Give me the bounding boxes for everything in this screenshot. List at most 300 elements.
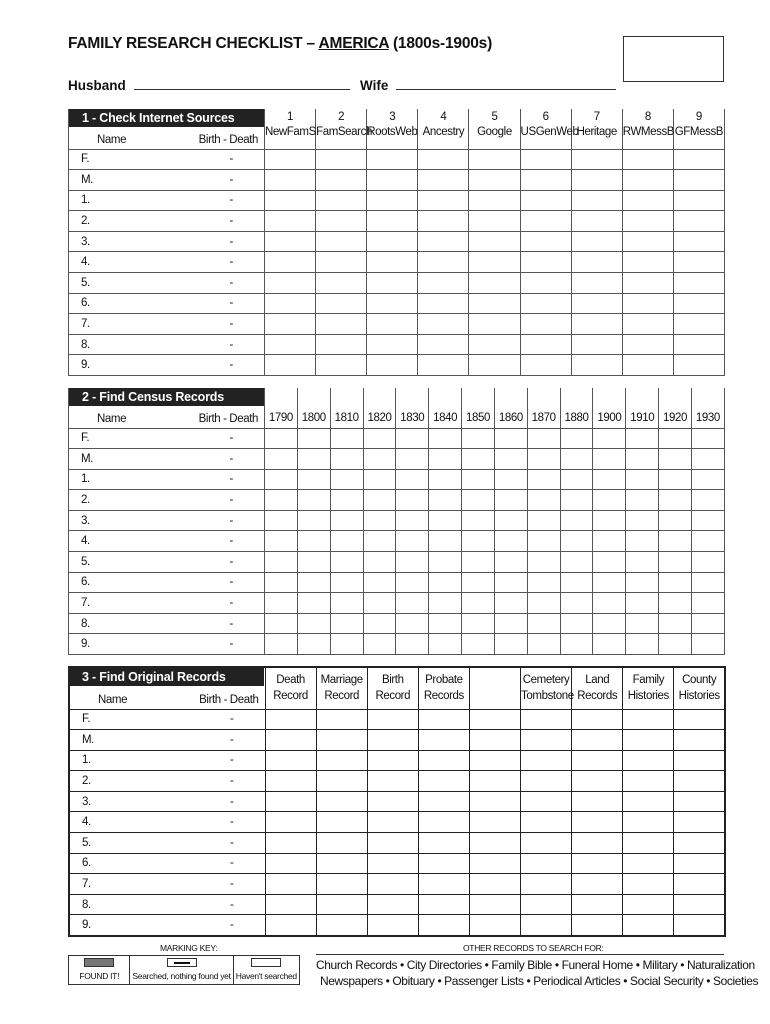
birth-death-cell[interactable]: - (199, 572, 265, 593)
check-cell[interactable] (622, 314, 673, 335)
check-cell[interactable] (571, 273, 622, 294)
check-cell[interactable] (462, 593, 495, 614)
check-cell[interactable] (330, 428, 363, 449)
check-cell[interactable] (560, 593, 593, 614)
birth-death-cell[interactable]: - (199, 355, 265, 376)
check-cell[interactable] (265, 874, 316, 895)
check-cell[interactable] (674, 812, 725, 833)
check-cell[interactable] (469, 833, 520, 854)
check-cell[interactable] (330, 531, 363, 552)
check-cell[interactable] (494, 552, 527, 573)
wife-line[interactable] (396, 78, 616, 90)
check-cell[interactable] (330, 469, 363, 490)
check-cell[interactable] (673, 231, 724, 252)
check-cell[interactable] (673, 190, 724, 211)
check-cell[interactable] (674, 730, 725, 751)
check-cell[interactable] (571, 252, 622, 273)
check-cell[interactable] (521, 853, 572, 874)
check-cell[interactable] (363, 428, 396, 449)
wife-field[interactable] (360, 78, 616, 93)
check-cell[interactable] (673, 293, 724, 314)
check-cell[interactable] (418, 853, 469, 874)
birth-death-cell[interactable]: - (199, 833, 265, 854)
check-cell[interactable] (622, 355, 673, 376)
birth-death-cell[interactable]: - (199, 730, 265, 751)
check-cell[interactable] (265, 730, 316, 751)
check-cell[interactable] (418, 231, 469, 252)
check-cell[interactable] (396, 552, 429, 573)
check-cell[interactable] (367, 252, 418, 273)
check-cell[interactable] (527, 428, 560, 449)
check-cell[interactable] (316, 293, 367, 314)
check-cell[interactable] (330, 552, 363, 573)
check-cell[interactable] (429, 490, 462, 511)
check-cell[interactable] (265, 791, 316, 812)
check-cell[interactable] (593, 613, 626, 634)
check-cell[interactable] (571, 231, 622, 252)
birth-death-cell[interactable]: - (199, 510, 265, 531)
check-cell[interactable] (623, 812, 674, 833)
check-cell[interactable] (316, 853, 367, 874)
check-cell[interactable] (626, 572, 659, 593)
check-cell[interactable] (623, 853, 674, 874)
check-cell[interactable] (363, 449, 396, 470)
check-cell[interactable] (674, 709, 725, 730)
check-cell[interactable] (429, 634, 462, 655)
check-cell[interactable] (265, 469, 298, 490)
check-cell[interactable] (623, 791, 674, 812)
check-cell[interactable] (330, 593, 363, 614)
check-cell[interactable] (691, 449, 724, 470)
check-cell[interactable] (363, 552, 396, 573)
check-cell[interactable] (316, 314, 367, 335)
check-cell[interactable] (265, 211, 316, 232)
check-cell[interactable] (367, 812, 418, 833)
check-cell[interactable] (520, 170, 571, 191)
check-cell[interactable] (593, 593, 626, 614)
check-cell[interactable] (316, 211, 367, 232)
check-cell[interactable] (316, 149, 367, 170)
check-cell[interactable] (367, 334, 418, 355)
check-cell[interactable] (316, 730, 367, 751)
check-cell[interactable] (571, 355, 622, 376)
check-cell[interactable] (367, 211, 418, 232)
check-cell[interactable] (265, 771, 316, 792)
check-cell[interactable] (674, 771, 725, 792)
check-cell[interactable] (673, 252, 724, 273)
birth-death-cell[interactable]: - (199, 771, 265, 792)
check-cell[interactable] (265, 273, 316, 294)
check-cell[interactable] (469, 730, 520, 751)
check-cell[interactable] (265, 293, 316, 314)
check-cell[interactable] (469, 314, 520, 335)
check-cell[interactable] (265, 750, 316, 771)
check-cell[interactable] (520, 190, 571, 211)
birth-death-cell[interactable]: - (199, 812, 265, 833)
check-cell[interactable] (572, 853, 623, 874)
check-cell[interactable] (673, 273, 724, 294)
check-cell[interactable] (330, 510, 363, 531)
check-cell[interactable] (418, 334, 469, 355)
check-cell[interactable] (418, 314, 469, 335)
check-cell[interactable] (367, 915, 418, 936)
check-cell[interactable] (571, 314, 622, 335)
check-cell[interactable] (560, 531, 593, 552)
husband-line[interactable] (134, 78, 350, 90)
check-cell[interactable] (691, 572, 724, 593)
check-cell[interactable] (367, 771, 418, 792)
check-cell[interactable] (265, 915, 316, 936)
birth-death-cell[interactable]: - (199, 593, 265, 614)
check-cell[interactable] (265, 170, 316, 191)
check-cell[interactable] (396, 449, 429, 470)
check-cell[interactable] (622, 293, 673, 314)
check-cell[interactable] (626, 552, 659, 573)
check-cell[interactable] (691, 469, 724, 490)
check-cell[interactable] (659, 593, 692, 614)
check-cell[interactable] (367, 293, 418, 314)
check-cell[interactable] (396, 593, 429, 614)
check-cell[interactable] (418, 190, 469, 211)
check-cell[interactable] (521, 915, 572, 936)
check-cell[interactable] (691, 593, 724, 614)
check-cell[interactable] (659, 634, 692, 655)
birth-death-cell[interactable]: - (199, 293, 265, 314)
check-cell[interactable] (462, 428, 495, 449)
check-cell[interactable] (469, 231, 520, 252)
check-cell[interactable] (520, 211, 571, 232)
check-cell[interactable] (418, 293, 469, 314)
check-cell[interactable] (626, 613, 659, 634)
check-cell[interactable] (265, 510, 298, 531)
check-cell[interactable] (593, 428, 626, 449)
check-cell[interactable] (572, 730, 623, 751)
check-cell[interactable] (572, 874, 623, 895)
check-cell[interactable] (673, 170, 724, 191)
check-cell[interactable] (572, 771, 623, 792)
check-cell[interactable] (560, 634, 593, 655)
check-cell[interactable] (593, 449, 626, 470)
check-cell[interactable] (367, 314, 418, 335)
check-cell[interactable] (367, 874, 418, 895)
check-cell[interactable] (429, 593, 462, 614)
birth-death-cell[interactable]: - (199, 449, 265, 470)
check-cell[interactable] (623, 915, 674, 936)
check-cell[interactable] (674, 894, 725, 915)
check-cell[interactable] (571, 170, 622, 191)
check-cell[interactable] (396, 572, 429, 593)
check-cell[interactable] (316, 874, 367, 895)
check-cell[interactable] (367, 730, 418, 751)
check-cell[interactable] (396, 613, 429, 634)
birth-death-cell[interactable]: - (199, 490, 265, 511)
check-cell[interactable] (429, 428, 462, 449)
birth-death-cell[interactable]: - (199, 428, 265, 449)
check-cell[interactable] (418, 894, 469, 915)
check-cell[interactable] (265, 334, 316, 355)
birth-death-cell[interactable]: - (199, 252, 265, 273)
check-cell[interactable] (418, 709, 469, 730)
check-cell[interactable] (626, 490, 659, 511)
check-cell[interactable] (527, 572, 560, 593)
check-cell[interactable] (527, 449, 560, 470)
check-cell[interactable] (520, 355, 571, 376)
check-cell[interactable] (521, 750, 572, 771)
check-cell[interactable] (462, 634, 495, 655)
reference-box[interactable] (623, 36, 724, 82)
check-cell[interactable] (469, 252, 520, 273)
check-cell[interactable] (418, 730, 469, 751)
check-cell[interactable] (363, 593, 396, 614)
check-cell[interactable] (367, 231, 418, 252)
check-cell[interactable] (396, 531, 429, 552)
check-cell[interactable] (367, 170, 418, 191)
check-cell[interactable] (469, 273, 520, 294)
check-cell[interactable] (265, 314, 316, 335)
check-cell[interactable] (494, 634, 527, 655)
check-cell[interactable] (367, 750, 418, 771)
check-cell[interactable] (363, 469, 396, 490)
check-cell[interactable] (521, 874, 572, 895)
check-cell[interactable] (316, 334, 367, 355)
check-cell[interactable] (363, 510, 396, 531)
check-cell[interactable] (527, 490, 560, 511)
check-cell[interactable] (418, 771, 469, 792)
birth-death-cell[interactable]: - (199, 314, 265, 335)
check-cell[interactable] (593, 510, 626, 531)
check-cell[interactable] (674, 750, 725, 771)
check-cell[interactable] (462, 449, 495, 470)
check-cell[interactable] (469, 915, 520, 936)
check-cell[interactable] (494, 449, 527, 470)
check-cell[interactable] (521, 812, 572, 833)
check-cell[interactable] (527, 552, 560, 573)
check-cell[interactable] (626, 510, 659, 531)
check-cell[interactable] (691, 613, 724, 634)
check-cell[interactable] (418, 273, 469, 294)
check-cell[interactable] (674, 791, 725, 812)
check-cell[interactable] (560, 469, 593, 490)
birth-death-cell[interactable]: - (199, 552, 265, 573)
check-cell[interactable] (367, 190, 418, 211)
check-cell[interactable] (622, 170, 673, 191)
check-cell[interactable] (363, 531, 396, 552)
check-cell[interactable] (265, 252, 316, 273)
check-cell[interactable] (316, 355, 367, 376)
check-cell[interactable] (593, 469, 626, 490)
check-cell[interactable] (673, 355, 724, 376)
check-cell[interactable] (571, 190, 622, 211)
birth-death-cell[interactable]: - (199, 709, 265, 730)
check-cell[interactable] (691, 634, 724, 655)
check-cell[interactable] (560, 449, 593, 470)
check-cell[interactable] (572, 894, 623, 915)
check-cell[interactable] (316, 273, 367, 294)
birth-death-cell[interactable]: - (199, 273, 265, 294)
check-cell[interactable] (396, 490, 429, 511)
check-cell[interactable] (297, 469, 330, 490)
check-cell[interactable] (367, 791, 418, 812)
check-cell[interactable] (418, 170, 469, 191)
check-cell[interactable] (396, 510, 429, 531)
check-cell[interactable] (623, 750, 674, 771)
check-cell[interactable] (297, 449, 330, 470)
check-cell[interactable] (265, 572, 298, 593)
check-cell[interactable] (520, 252, 571, 273)
check-cell[interactable] (659, 552, 692, 573)
birth-death-cell[interactable]: - (199, 211, 265, 232)
check-cell[interactable] (659, 449, 692, 470)
check-cell[interactable] (560, 552, 593, 573)
birth-death-cell[interactable]: - (199, 791, 265, 812)
check-cell[interactable] (626, 593, 659, 614)
check-cell[interactable] (659, 428, 692, 449)
check-cell[interactable] (626, 531, 659, 552)
check-cell[interactable] (396, 469, 429, 490)
birth-death-cell[interactable]: - (199, 334, 265, 355)
check-cell[interactable] (560, 510, 593, 531)
check-cell[interactable] (316, 190, 367, 211)
birth-death-cell[interactable]: - (199, 531, 265, 552)
check-cell[interactable] (626, 428, 659, 449)
check-cell[interactable] (520, 273, 571, 294)
check-cell[interactable] (297, 634, 330, 655)
check-cell[interactable] (494, 613, 527, 634)
check-cell[interactable] (469, 853, 520, 874)
check-cell[interactable] (429, 469, 462, 490)
check-cell[interactable] (469, 293, 520, 314)
check-cell[interactable] (469, 334, 520, 355)
check-cell[interactable] (622, 334, 673, 355)
check-cell[interactable] (462, 469, 495, 490)
check-cell[interactable] (571, 334, 622, 355)
birth-death-cell[interactable]: - (199, 874, 265, 895)
check-cell[interactable] (494, 510, 527, 531)
check-cell[interactable] (521, 894, 572, 915)
check-cell[interactable] (367, 894, 418, 915)
check-cell[interactable] (469, 750, 520, 771)
check-cell[interactable] (316, 833, 367, 854)
check-cell[interactable] (623, 874, 674, 895)
check-cell[interactable] (316, 791, 367, 812)
check-cell[interactable] (429, 531, 462, 552)
check-cell[interactable] (691, 552, 724, 573)
check-cell[interactable] (265, 490, 298, 511)
check-cell[interactable] (469, 709, 520, 730)
check-cell[interactable] (527, 634, 560, 655)
check-cell[interactable] (674, 874, 725, 895)
check-cell[interactable] (572, 791, 623, 812)
check-cell[interactable] (521, 791, 572, 812)
check-cell[interactable] (297, 428, 330, 449)
check-cell[interactable] (659, 613, 692, 634)
check-cell[interactable] (297, 531, 330, 552)
birth-death-cell[interactable]: - (199, 469, 265, 490)
check-cell[interactable] (521, 833, 572, 854)
check-cell[interactable] (297, 510, 330, 531)
check-cell[interactable] (469, 170, 520, 191)
check-cell[interactable] (494, 428, 527, 449)
birth-death-cell[interactable]: - (199, 853, 265, 874)
check-cell[interactable] (367, 833, 418, 854)
check-cell[interactable] (659, 469, 692, 490)
check-cell[interactable] (265, 190, 316, 211)
check-cell[interactable] (265, 709, 316, 730)
check-cell[interactable] (297, 490, 330, 511)
check-cell[interactable] (469, 771, 520, 792)
check-cell[interactable] (622, 211, 673, 232)
check-cell[interactable] (626, 449, 659, 470)
check-cell[interactable] (297, 572, 330, 593)
check-cell[interactable] (659, 572, 692, 593)
birth-death-cell[interactable]: - (199, 894, 265, 915)
check-cell[interactable] (265, 552, 298, 573)
check-cell[interactable] (469, 149, 520, 170)
check-cell[interactable] (623, 894, 674, 915)
check-cell[interactable] (429, 510, 462, 531)
check-cell[interactable] (494, 490, 527, 511)
check-cell[interactable] (297, 593, 330, 614)
check-cell[interactable] (622, 190, 673, 211)
check-cell[interactable] (593, 572, 626, 593)
check-cell[interactable] (429, 552, 462, 573)
check-cell[interactable] (469, 874, 520, 895)
check-cell[interactable] (560, 428, 593, 449)
birth-death-cell[interactable]: - (199, 613, 265, 634)
check-cell[interactable] (363, 613, 396, 634)
check-cell[interactable] (363, 634, 396, 655)
check-cell[interactable] (572, 915, 623, 936)
check-cell[interactable] (520, 314, 571, 335)
check-cell[interactable] (265, 593, 298, 614)
check-cell[interactable] (429, 572, 462, 593)
check-cell[interactable] (520, 293, 571, 314)
check-cell[interactable] (593, 490, 626, 511)
birth-death-cell[interactable]: - (199, 231, 265, 252)
check-cell[interactable] (469, 791, 520, 812)
check-cell[interactable] (659, 490, 692, 511)
check-cell[interactable] (626, 469, 659, 490)
check-cell[interactable] (494, 593, 527, 614)
check-cell[interactable] (316, 812, 367, 833)
check-cell[interactable] (429, 613, 462, 634)
check-cell[interactable] (265, 149, 316, 170)
check-cell[interactable] (316, 709, 367, 730)
check-cell[interactable] (673, 314, 724, 335)
check-cell[interactable] (691, 428, 724, 449)
check-cell[interactable] (316, 750, 367, 771)
check-cell[interactable] (572, 709, 623, 730)
check-cell[interactable] (673, 334, 724, 355)
check-cell[interactable] (265, 634, 298, 655)
check-cell[interactable] (494, 531, 527, 552)
check-cell[interactable] (396, 634, 429, 655)
check-cell[interactable] (560, 613, 593, 634)
check-cell[interactable] (418, 874, 469, 895)
check-cell[interactable] (265, 613, 298, 634)
check-cell[interactable] (265, 853, 316, 874)
check-cell[interactable] (494, 469, 527, 490)
check-cell[interactable] (418, 915, 469, 936)
check-cell[interactable] (316, 894, 367, 915)
check-cell[interactable] (316, 231, 367, 252)
check-cell[interactable] (418, 833, 469, 854)
check-cell[interactable] (691, 510, 724, 531)
check-cell[interactable] (418, 149, 469, 170)
check-cell[interactable] (316, 915, 367, 936)
check-cell[interactable] (330, 490, 363, 511)
check-cell[interactable] (593, 531, 626, 552)
